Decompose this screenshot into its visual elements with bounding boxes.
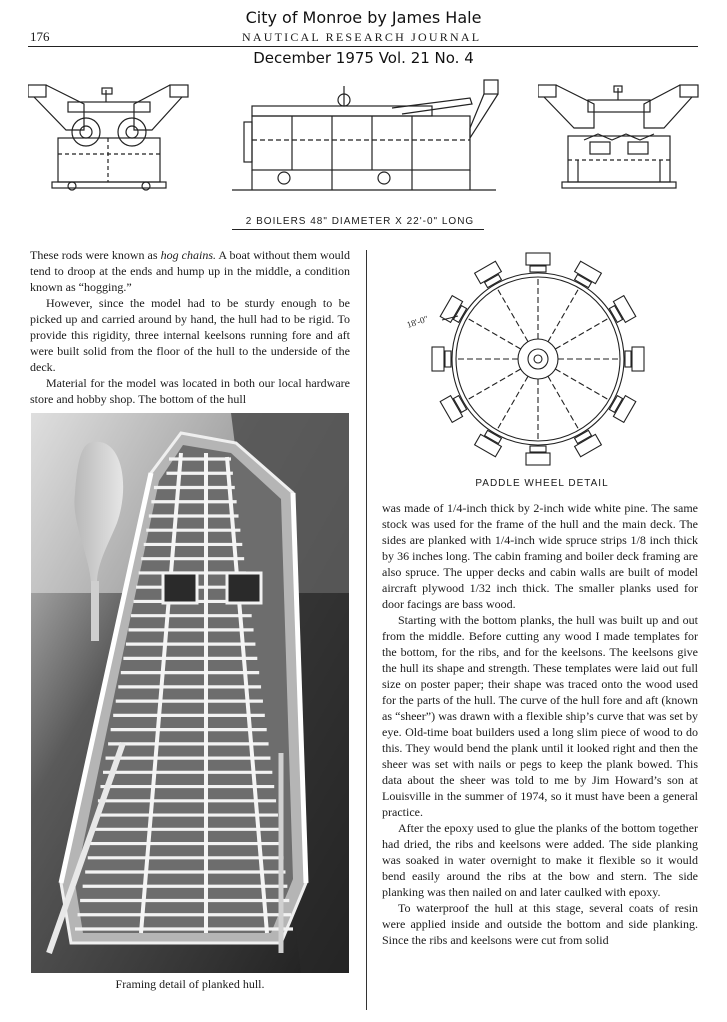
page-number: 176 — [30, 29, 50, 44]
issue-banner: December 1975 Vol. 21 No. 4 — [253, 49, 474, 67]
left-paragraph-3: Material for the model was located in both our local hardware store and hobby shop. The bottom of the hull — [30, 376, 350, 406]
paddle-wheel-caption: PADDLE WHEEL DETAIL — [475, 478, 609, 489]
document-title-banner: City of Monroe by James Hale — [245, 8, 482, 27]
column-divider — [366, 250, 367, 1010]
right-paragraph-2: Starting with the bottom planks, the hull was built up and out from the middle. Before cutting any wood I made templates for the bottom, for the ribs, and for the keelsons. The keelsons give the hull its shape and strength. These templates were laid out full size on poster paper; their shape was traced onto the wood used for the parts of the hull. The curve of the hull fore and aft (known as “sheer”) was drawn with a flexible ship’s curve that was set by eye. Old-time boat builders used a long slim piece of wood to do this. They would bend the plank until it looked right and then the sheer was set with nails or pegs to keep the plank bowed. This data about the sheer was told to me by Jim Howard’s son at Louisville in the summer of 1974, so it must have been a general practice. — [382, 613, 698, 819]
left-paragraph-1: These rods were known as hog chains. A boat without them would tend to droop at the ends and hump up in the middle, a condition known as “hogging.” — [30, 248, 350, 294]
header-rule — [28, 46, 698, 47]
photo-caption: Framing detail of planked hull. — [115, 977, 265, 991]
boiler-end-view-right — [538, 82, 700, 194]
paddle-wheel-drawing — [402, 252, 692, 474]
hull-framing-photo — [31, 413, 349, 973]
boiler-caption: 2 BOILERS 48" DIAMETER X 22'-0" LONG — [245, 216, 475, 227]
left-text-column — [30, 247, 350, 407]
left-paragraph-2: However, since the model had to be sturdy enough to be picked up and carried around by hand, the hull had to be rigid. To provide this rigidity, three internal keelsons running fore and aft were built solid from the floor of the hull to the underside of the deck. — [30, 296, 350, 374]
right-text-column — [382, 500, 698, 948]
right-paragraph-3: After the epoxy used to glue the planks of the bottom together had dried, the ribs and keelsons were added. The side planking was soaked in water overnight to make it flexible so it would bend easily around the ribs at the bow and stern. The side planking was then nailed on and later caulked with epoxy. — [382, 821, 698, 899]
italic-term: hog chains. — [160, 248, 217, 262]
right-paragraph-1: was made of 1/4-inch thick by 2-inch wide white pine. The same stock was used for the frame of the hull and the main deck. The sides are planked with 1/4-inch wide spruce strips 1/8 inch thick by 36 inches long. The cabin framing and boiler deck framing are also spruce. The upper decks and cabin walls are built of model aircraft plywood 1/32 inch thick. The smaller planks used for door facings are bass wood. — [382, 501, 698, 611]
boiler-caption-rule — [232, 229, 484, 230]
boiler-end-view-left — [28, 82, 190, 194]
boiler-side-view — [232, 78, 500, 198]
paddle-wheel-diameter-label: 18'-0" — [405, 313, 430, 330]
right-paragraph-4: To waterproof the hull at this stage, several coats of resin were applied inside and outside the bottom and side planking. Since the ribs and keelsons were cut from solid — [382, 901, 698, 947]
journal-name: NAUTICAL RESEARCH JOURNAL — [242, 30, 482, 44]
